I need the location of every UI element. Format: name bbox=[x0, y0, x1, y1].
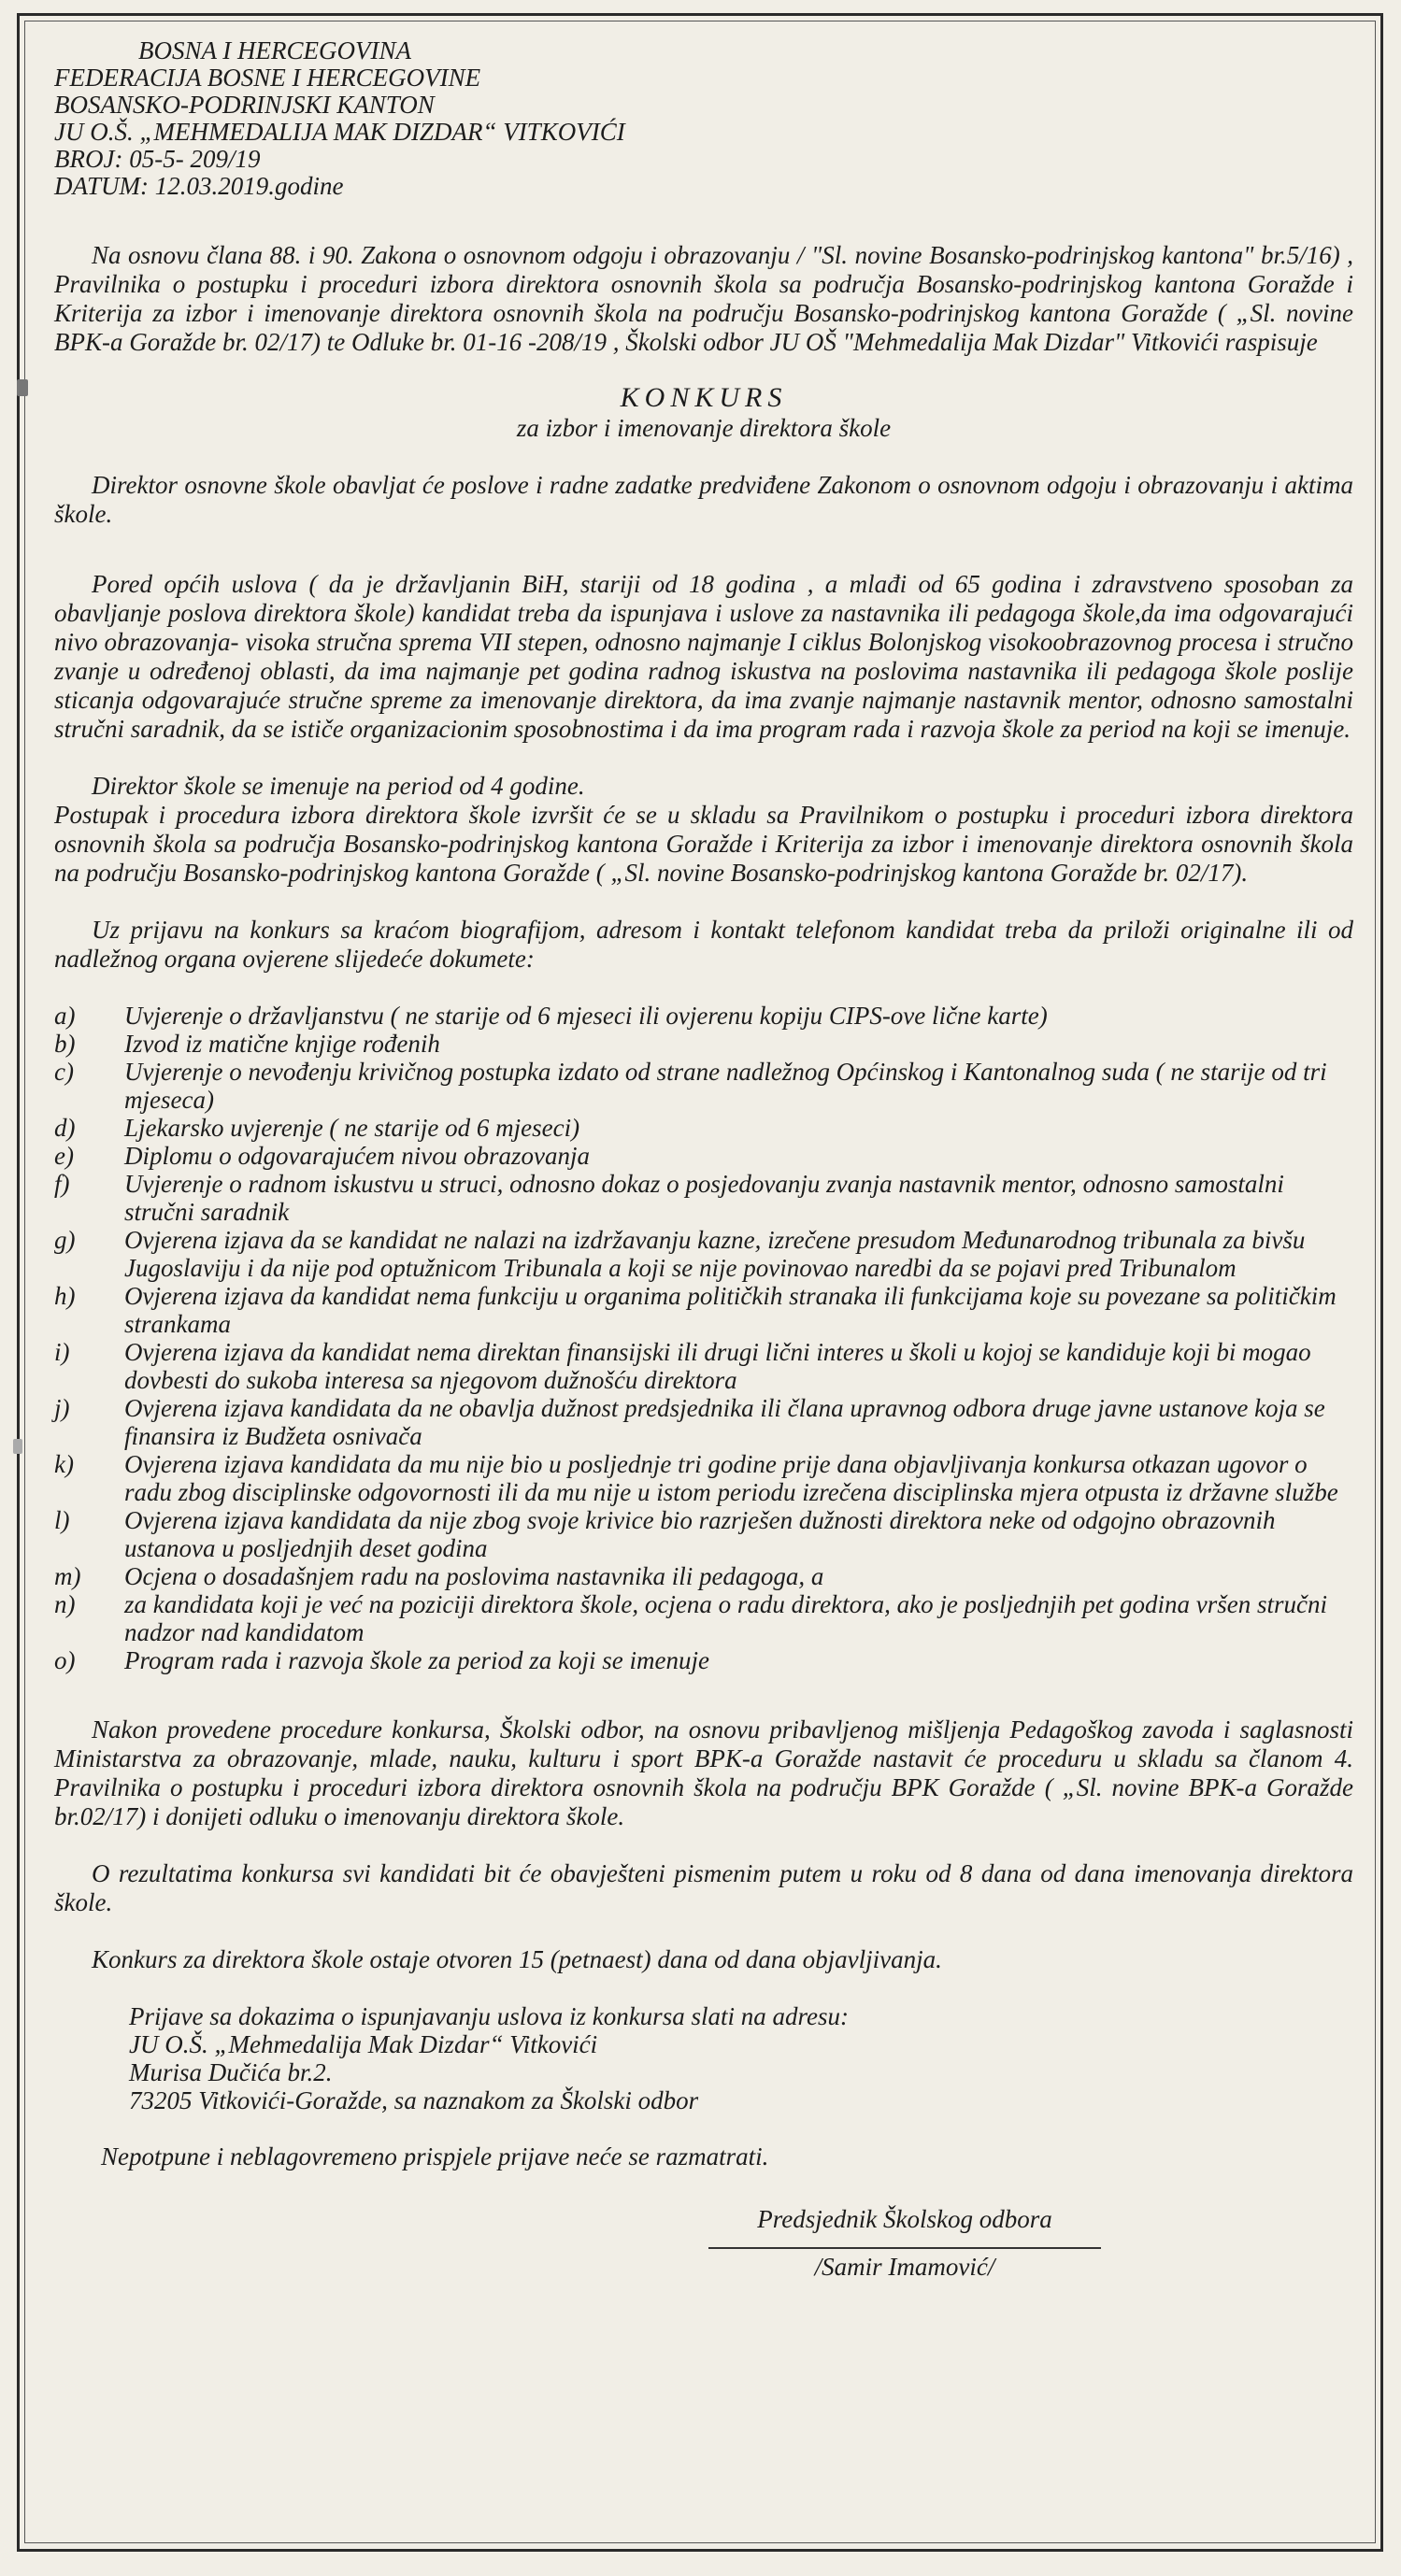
list-marker: a) bbox=[54, 1002, 76, 1030]
list-item bbox=[54, 1002, 1353, 1030]
header-line: JU O.Š. „MEHMEDALIJA MAK DIZDAR“ VITKOVIĆI bbox=[54, 118, 625, 146]
address-line: 73205 Vitkovići-Goražde, sa naznakom za Školski odbor bbox=[129, 2086, 699, 2114]
header-line: FEDERACIJA BOSNE I HERCEGOVINE bbox=[54, 64, 481, 92]
intro-paragraph: Na osnovu člana 88. i 90. Zakona o osnovnom odgoju i obrazovanju / "Sl. novine Bosansko-podrinjskog kantona" br.5/16) , Pravilnika o postupku i proceduri izbora direktora osnovnih škola sa područja Bosansko-podrinjskog kantona Goražde i Kriterija za izbor i imenovanje direktora osnovnih škola na području Bosansko-podrinjskog kantona Goražde ( „Sl. novine BPK-a Goražde br. 02/17) te Odluke br. 01-16 -208/19 , Školski odbor JU OŠ "Mehmedalija Mak Dizdar" Vitkovići raspisuje bbox=[54, 241, 1353, 356]
paragraph-conditions: Pored općih uslova ( da je državljanin BiH, stariji od 18 godina , a mlađi od 65 godina i zdravstveno sposoban za obavljanje poslova direktora škole) kandidat treba da ispunjava i uslove za nastavnika ili pedagoga škole,da ima odgovarajući nivo obrazovanja- visoka stručna sprema VII stepen, odnosno najmanje I ciklus Bolonjskog visokoobrazovnog procesa i stručno zvanje u određenoj oblasti, da ima najmanje pet godina radnog iskustva na poslovima nastavnika ili pedagoga škole poslije sticanja odgovarajuće stručne spreme za imenovanje direktora, da ima zvanje najmanje nastavnik mentor, odnosno samostalni stručni saradnik, da se ističe organizacionim sposobnostima i da ima program rada i razvoja škole za period na koji se imenuje. bbox=[54, 570, 1353, 743]
list-item-text: Program rada i razvoja škole za period za koji se imenuje bbox=[124, 1646, 709, 1674]
address-line: Prijave sa dokazima o ispunjavanju uslova iz konkursa slati na adresu: bbox=[129, 2002, 849, 2030]
list-item bbox=[54, 1394, 1353, 1450]
list-marker: c) bbox=[54, 1058, 74, 1086]
list-item bbox=[54, 1226, 1353, 1282]
list-marker: e) bbox=[54, 1142, 74, 1170]
header-line: BOSNA I HERCEGOVINA bbox=[138, 36, 411, 64]
document-title: KONKURS bbox=[620, 382, 788, 413]
list-item bbox=[54, 1506, 1353, 1562]
paragraph-deadline: Konkurs za direktora škole ostaje otvoren 15 (petnaest) dana od dana objavljivanja. bbox=[92, 1945, 942, 1973]
paragraph-duties: Direktor osnovne škole obavljat će poslove i radne zadatke predviđene Zakonom o osnovnom odgoju i obrazovanju i aktima škole. bbox=[54, 471, 1353, 528]
list-item-text: Ocjena o dosadašnjem radu na poslovima nastavnika ili pedagoga, a bbox=[124, 1562, 824, 1590]
list-item-text: Uvjerenje o radnom iskustvu u struci, odnosno dokaz o posjedovanju zvanja nastavnik mentor, odnosno samostalni stručni saradnik bbox=[124, 1170, 1284, 1226]
list-item bbox=[54, 1282, 1353, 1338]
list-item bbox=[54, 1114, 1353, 1142]
document-body bbox=[54, 37, 1353, 2312]
list-item bbox=[54, 1338, 1353, 1394]
list-marker: h) bbox=[54, 1282, 76, 1310]
list-item bbox=[54, 1590, 1353, 1646]
list-item-text: Izvod iz matične knjige rođenih bbox=[124, 1030, 440, 1058]
list-marker: g) bbox=[54, 1226, 76, 1254]
address-line: JU O.Š. „Mehmedalija Mak Dizdar“ Vitkovići bbox=[129, 2030, 598, 2058]
list-marker: m) bbox=[54, 1562, 81, 1590]
list-item-text: Ovjerena izjava da kandidat nema funkciju u organima političkih stranaka ili funkcijama koje su povezane sa političkim strankama bbox=[124, 1282, 1337, 1338]
list-item-text: Uvjerenje o državljanstvu ( ne starije od 6 mjeseci ili ovjerenu kopiju CIPS-ove lične karte) bbox=[124, 1002, 1048, 1030]
paragraph-results: O rezultatima konkursa svi kandidati bit će obavješteni pismenim putem u roku od 8 dana od dana imenovanja direktora škole. bbox=[54, 1859, 1353, 1916]
list-marker: f) bbox=[54, 1170, 70, 1198]
header-line: DATUM: 12.03.2019.godine bbox=[54, 172, 344, 200]
signature-line bbox=[708, 2247, 1101, 2249]
signature-name: /Samir Imamović/ bbox=[814, 2253, 995, 2281]
list-marker: b) bbox=[54, 1030, 76, 1058]
signature-role: Predsjednik Školskog odbora bbox=[757, 2205, 1052, 2233]
letterhead bbox=[54, 37, 1353, 200]
list-marker: k) bbox=[54, 1450, 74, 1478]
paragraph-application: Uz prijavu na konkurs sa kraćom biografijom, adresom i kontakt telefonom kandidat treba da priloži originalne ili od nadležnog organa ovjerene slijedeće dokumete: bbox=[54, 916, 1353, 973]
list-item-text: Ljekarsko uvjerenje ( ne starije od 6 mjeseci) bbox=[124, 1114, 580, 1142]
list-item bbox=[54, 1450, 1353, 1506]
staple-mark bbox=[13, 1439, 22, 1454]
address-block bbox=[54, 2002, 1353, 2114]
paragraph-incomplete: Nepotpune i neblagovremeno prispjele prijave neće se razmatrati. bbox=[101, 2142, 769, 2170]
list-marker: j) bbox=[54, 1394, 70, 1422]
header-line: BROJ: 05-5- 209/19 bbox=[54, 145, 261, 173]
header-line: BOSANSKO-PODRINJSKI KANTON bbox=[54, 91, 435, 119]
list-item-text: Ovjerena izjava kandidata da mu nije bio u posljednje tri godine prije dana objavljivanja konkursa otkazan ugovor o radu zbog disciplinske odgovornosti ili da mu nije u istom periodu izrečena disciplinska mjera otpusta iz državne službe bbox=[124, 1450, 1338, 1506]
list-marker: d) bbox=[54, 1114, 76, 1142]
address-line: Murisa Dučića br.2. bbox=[129, 2058, 333, 2086]
list-marker: i) bbox=[54, 1338, 70, 1366]
document-subtitle: za izbor i imenovanje direktora škole bbox=[516, 414, 892, 442]
list-marker: o) bbox=[54, 1646, 76, 1674]
list-item-text: Uvjerenje o nevođenju krivičnog postupka izdato od strane nadležnog Općinskog i Kantonalnog suda ( ne starije od tri mjeseca) bbox=[124, 1058, 1327, 1114]
list-item-text: Diplomu o odgovarajućem nivou obrazovanja bbox=[124, 1142, 590, 1170]
list-item-text: Ovjerena izjava da kandidat nema direktan finansijski ili drugi lični interes u školi u kojoj se kandiduje koji bi mogao dovbesti do sukoba interesa sa njegovom dužnošću direktora bbox=[124, 1338, 1311, 1394]
staple-mark bbox=[17, 379, 28, 396]
required-documents-list bbox=[54, 1002, 1353, 1674]
list-item-text: Ovjerena izjava kandidata da nije zbog svoje krivice bio razrješen dužnosti direktora neke od odgojno obrazovnih ustanova u posljednjih deset godina bbox=[124, 1506, 1276, 1562]
list-marker: l) bbox=[54, 1506, 70, 1534]
list-item bbox=[54, 1030, 1353, 1058]
signature-block bbox=[680, 2205, 1129, 2282]
paragraph-decision: Nakon provedene procedure konkursa, Školski odbor, na osnovu pribavljenog mišljenja Pedagoškog zavoda i saglasnosti Ministarstva za obrazovanje, mlade, nauku, kulturu i sport BPK-a Goražde nastavit će proceduru u skladu sa članom 4. Pravilnika o postupku i proceduri izbora direktora osnovnih škola na području BPK Goražde ( „Sl. novine BPK-a Goražde br.02/17) i donijeti odluku o imenovanju direktora škole. bbox=[54, 1715, 1353, 1830]
list-item bbox=[54, 1562, 1353, 1590]
list-item-text: za kandidata koji je već na poziciji direktora škole, ocjena o radu direktora, ako je posljednjih pet godina vršen stručni nadzor nad kandidatom bbox=[124, 1590, 1328, 1646]
list-item bbox=[54, 1170, 1353, 1226]
list-item-text: Ovjerena izjava kandidata da ne obavlja dužnost predsjednika ili člana upravnog odbora druge javne ustanove koja se finansira iz Budžeta osnivača bbox=[124, 1394, 1325, 1450]
list-item bbox=[54, 1142, 1353, 1170]
paragraph-procedure: Postupak i procedura izbora direktora škole izvršit će se u skladu sa Pravilnikom o postupku i proceduri izbora direktora osnovnih škola sa područja Bosansko-podrinjskog kantona Goražde i Kriterija za izbor i imenovanje direktora osnovnih škola na području Bosansko-podrinjskog kantona Goražde ( „Sl. novine Bosansko-podrinjskog kantona Goražde br. 02/17). bbox=[54, 801, 1353, 887]
list-marker: n) bbox=[54, 1590, 76, 1618]
list-item bbox=[54, 1058, 1353, 1114]
paragraph-term: Direktor škole se imenuje na period od 4 godine. bbox=[92, 772, 585, 800]
list-item-text: Ovjerena izjava da se kandidat ne nalazi na izdržavanju kazne, izrečene presudom Međunarodnog tribunala za bivšu Jugoslaviju i da nije pod optužnicom Tribunala a koji se nije povinovao naredbi da se pojavi pred Tribunalom bbox=[124, 1226, 1306, 1282]
list-item bbox=[54, 1646, 1353, 1674]
